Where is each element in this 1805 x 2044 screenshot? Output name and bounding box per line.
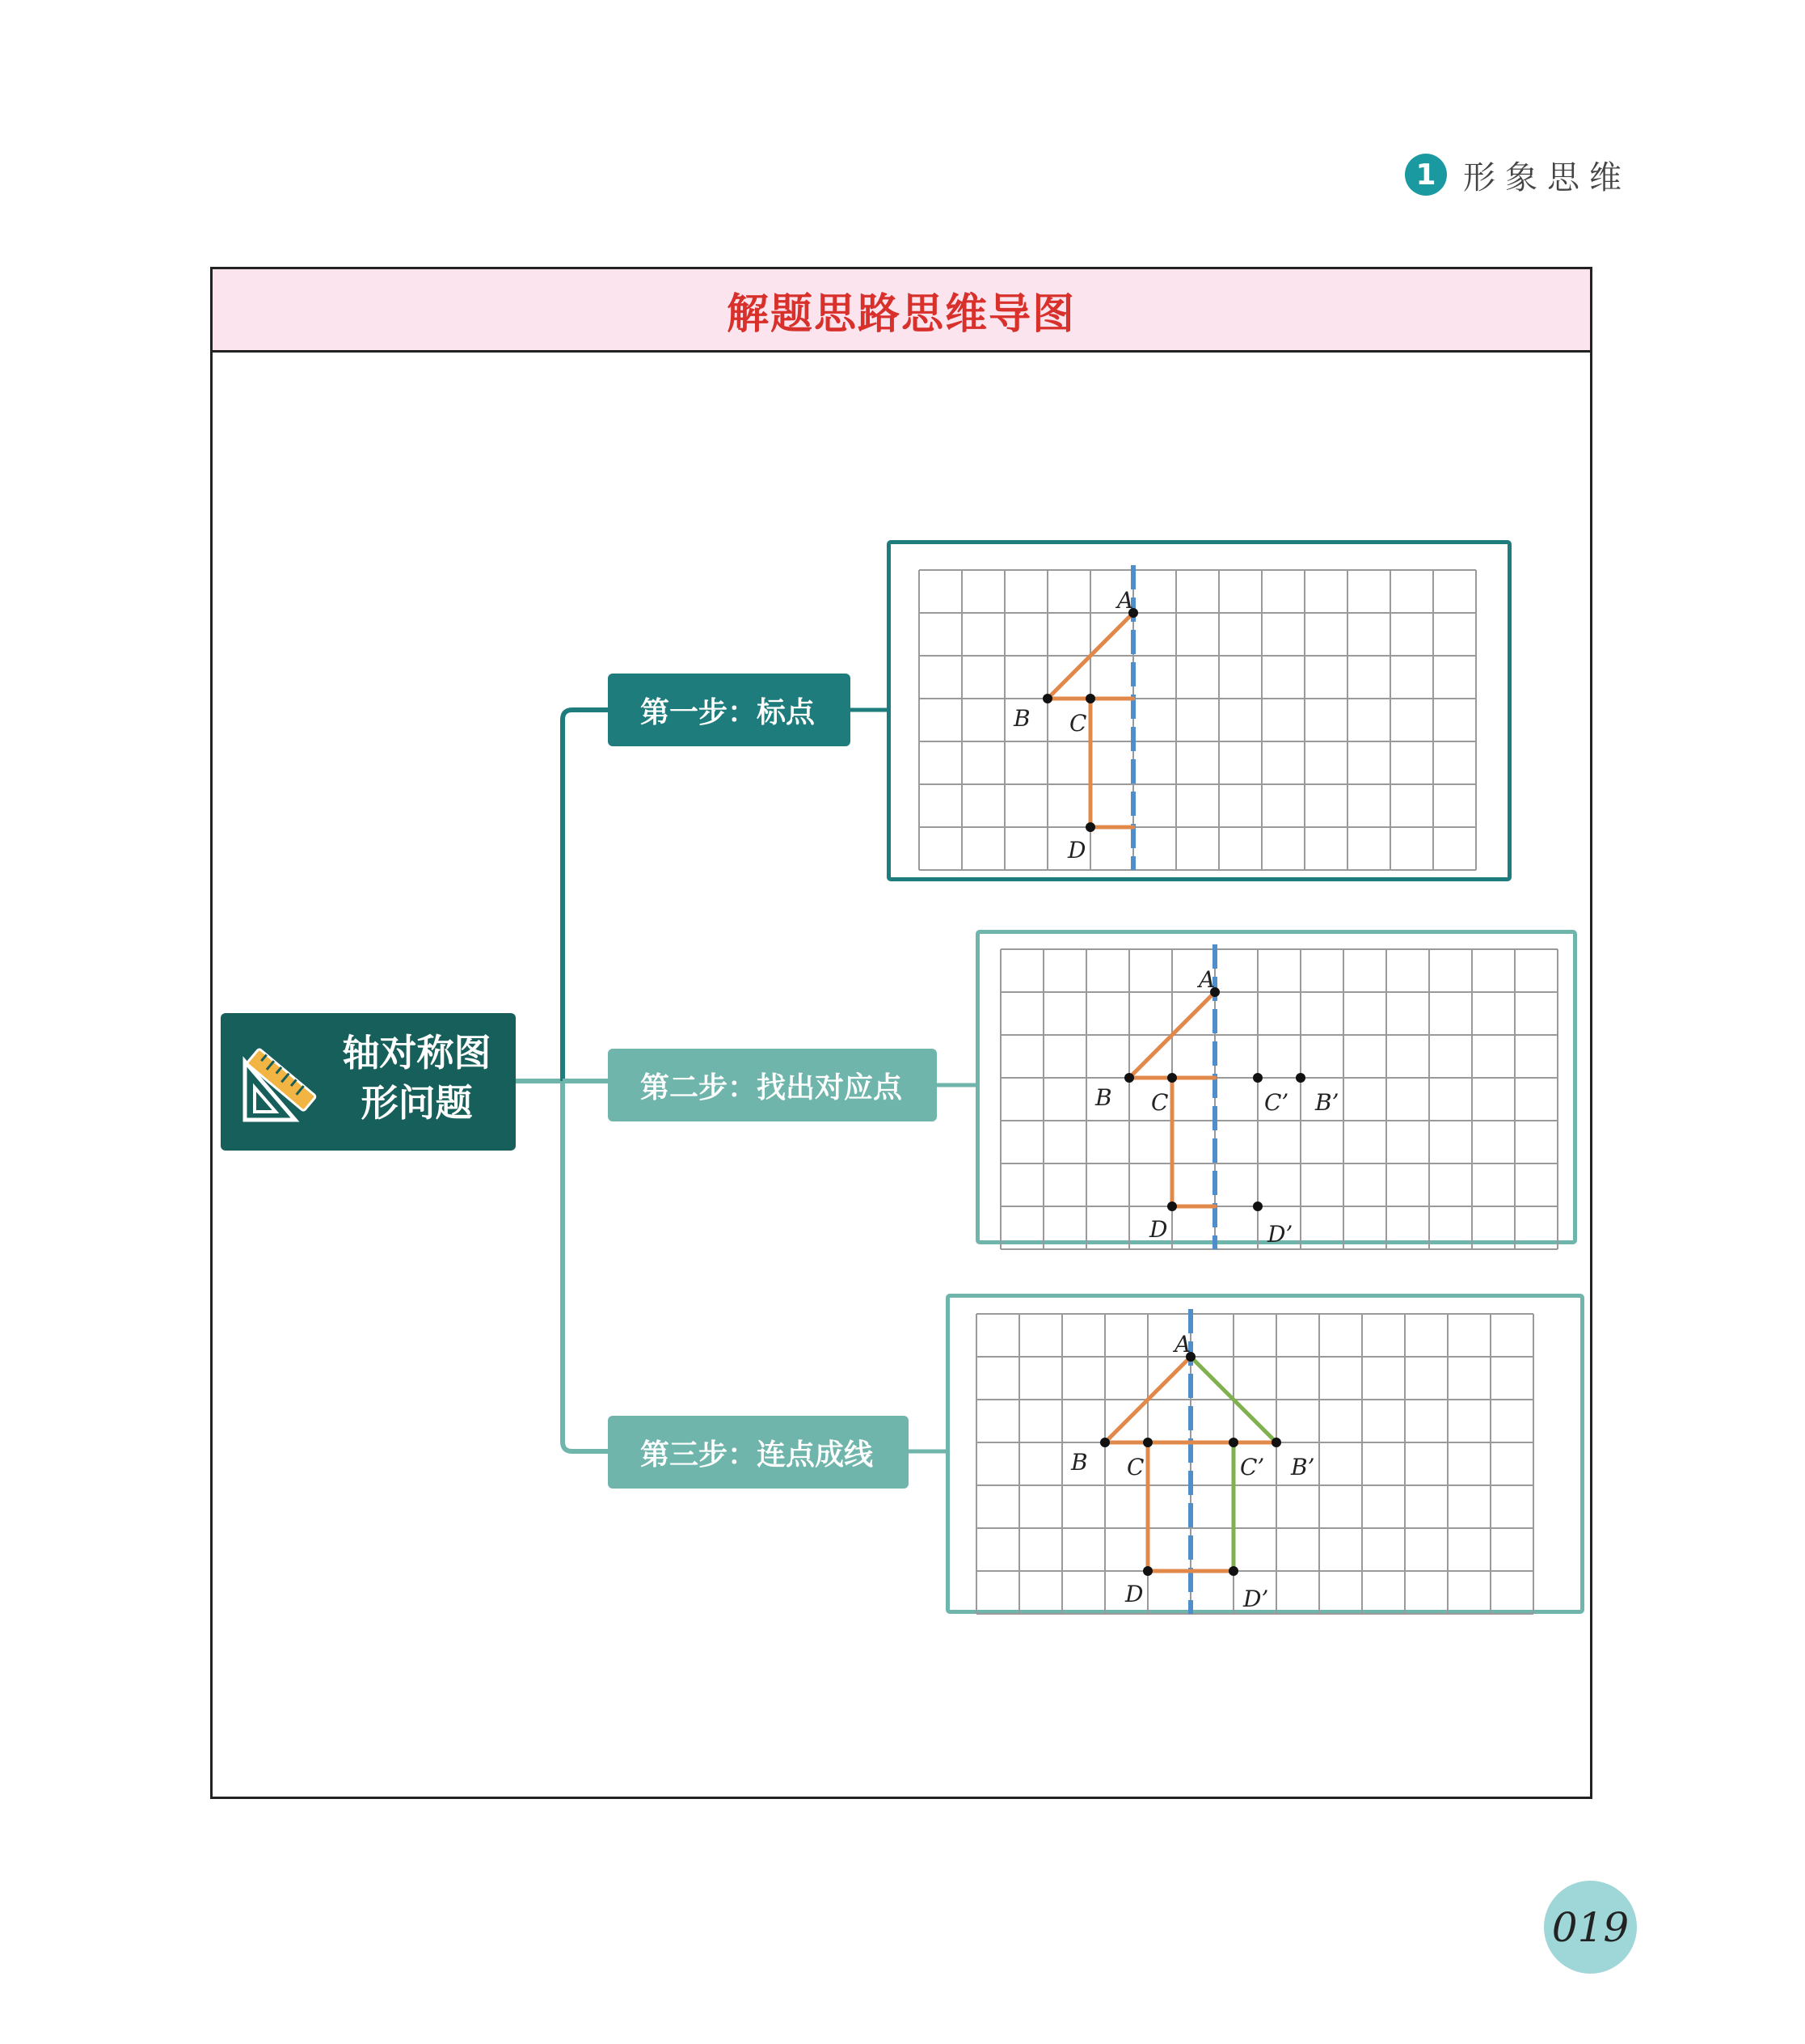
grid-figure-step2 [980, 934, 1573, 1248]
point-label-c: C [1069, 710, 1087, 737]
point-label-d: D [1125, 1581, 1144, 1607]
point-b [1043, 694, 1052, 703]
chapter-title: 形象思维 [1463, 158, 1631, 196]
grid-panel-step3 [946, 1294, 1584, 1614]
chapter-number-badge: 1 [1405, 154, 1447, 196]
root-label-line2: 形问题 [361, 1081, 473, 1125]
step-3-node: 第三步：连点成线 [608, 1416, 909, 1489]
point-label-c: C [1151, 1089, 1169, 1116]
root-label-line1: 轴对称图 [342, 1031, 491, 1075]
page-number: 019 [1544, 1881, 1637, 1974]
grid-figure-step3 [950, 1298, 1580, 1610]
grid-figure-step1 [891, 544, 1508, 877]
point-b [1124, 1073, 1134, 1083]
point-c [1143, 1438, 1153, 1447]
point-c [1086, 694, 1095, 703]
point-d [1167, 1201, 1177, 1211]
point-d [1143, 1566, 1153, 1576]
point-label-b: B [1071, 1449, 1088, 1476]
point-d2 [1229, 1566, 1238, 1576]
point-label-b2: B’ [1315, 1089, 1339, 1116]
step-1-node: 第一步：标点 [608, 674, 850, 746]
grid-panel-step1 [887, 540, 1512, 881]
point-label-d2: D’ [1243, 1586, 1269, 1612]
point-label-a: A [1199, 966, 1216, 993]
point-c [1167, 1073, 1177, 1083]
point-label-c2: C’ [1264, 1089, 1289, 1116]
step-2-node: 第二步：找出对应点 [608, 1049, 937, 1121]
point-d2 [1253, 1201, 1263, 1211]
point-label-d2: D’ [1267, 1221, 1293, 1248]
frame-title: 解题思路思维导图 [726, 289, 1076, 339]
point-label-a: A [1175, 1331, 1191, 1358]
point-label-b: B [1095, 1084, 1112, 1111]
ruler-set-square-icon [238, 1037, 319, 1126]
point-c2 [1253, 1073, 1263, 1083]
root-node [221, 1013, 516, 1151]
point-label-a: A [1117, 587, 1134, 614]
point-d [1086, 822, 1095, 832]
chapter-tag [1405, 150, 1631, 199]
point-label-b: B [1014, 705, 1031, 732]
point-b2 [1296, 1073, 1305, 1083]
point-b2 [1272, 1438, 1281, 1447]
point-label-d: D [1068, 837, 1086, 864]
point-label-b2: B’ [1291, 1454, 1315, 1480]
point-label-c2: C’ [1240, 1454, 1265, 1480]
point-c2 [1229, 1438, 1238, 1447]
grid-panel-step2 [976, 930, 1577, 1248]
point-b [1100, 1438, 1110, 1447]
root-label [326, 1028, 508, 1128]
point-label-c: C [1127, 1454, 1145, 1480]
point-label-d: D [1149, 1216, 1168, 1243]
frame-header [213, 269, 1590, 353]
